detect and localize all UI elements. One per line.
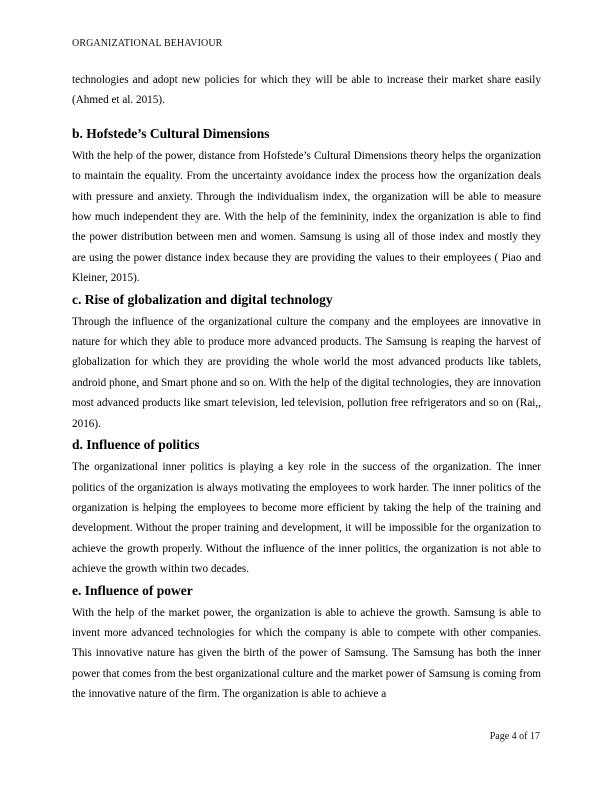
section-c-heading: c. Rise of globalization and digital technology xyxy=(72,291,333,307)
section-d-heading: d. Influence of politics xyxy=(72,437,200,453)
section-b-paragraph: With the help of the power, distance from Hofstede’s Cultural Dimensions theory helps the organization to maintain the equality. From the uncertainty avoidance index the process how the organization deals with pressure and anxiety. Through the individualism index, the organization will be able to measure how much independent they are. With the help of the femininity, index the organization is able to find the power distribution between men and women. Samsung is using all of those index and mostly they are using the power distance index because they are providing the values to their employees ( Piao and Kleiner, 2015). xyxy=(72,149,541,285)
section-e-paragraph: With the help of the market power, the organization is able to achieve the growth. Samsung is able to invent more advanced technologies for which the company is able to compete with other companies. This innovative nature has given the birth of the power of Samsung. The Samsung has both the inner power that comes from the best organizational culture and the market power of Samsung is coming from the innovative nature of the firm. The organization is able to achieve a xyxy=(72,606,541,701)
running-header: ORGANIZATIONAL BEHAVIOUR xyxy=(72,38,223,49)
section-b-heading: b. Hofstede’s Cultural Dimensions xyxy=(72,125,270,141)
section-d-paragraph: The organizational inner politics is playing a key role in the success of the organization. The inner politics of the organization is always motivating the employees to work harder. The inner politics of the organization is helping the employees to become more efficient by taking the help of the training and development. Without the proper training and development, it will be impossible for the organization to achieve the growth properly. Without the influence of the inner politics, the organization is not able to achieve the growth within two decades. xyxy=(72,461,541,576)
section-c-paragraph: Through the influence of the organizational culture the company and the employees are innovative in nature for which they able to produce more advanced products. The Samsung is reaping the harvest of globalization for which they are providing the whole world the most advanced products like tablets, android phone, and Smart phone and so on. With the help of the digital technologies, they are innovation most advanced products like smart television, led television, pollution free refrigerators and so on (Rai,, 2016). xyxy=(72,315,541,430)
section-e-heading: e. Influence of power xyxy=(72,582,193,598)
intro-paragraph: technologies and adopt new policies for which they will be able to increase their market share easily (Ahmed et al. 2015). xyxy=(72,74,541,107)
page-number: Page 4 of 17 xyxy=(489,731,540,742)
page-content xyxy=(72,70,541,705)
